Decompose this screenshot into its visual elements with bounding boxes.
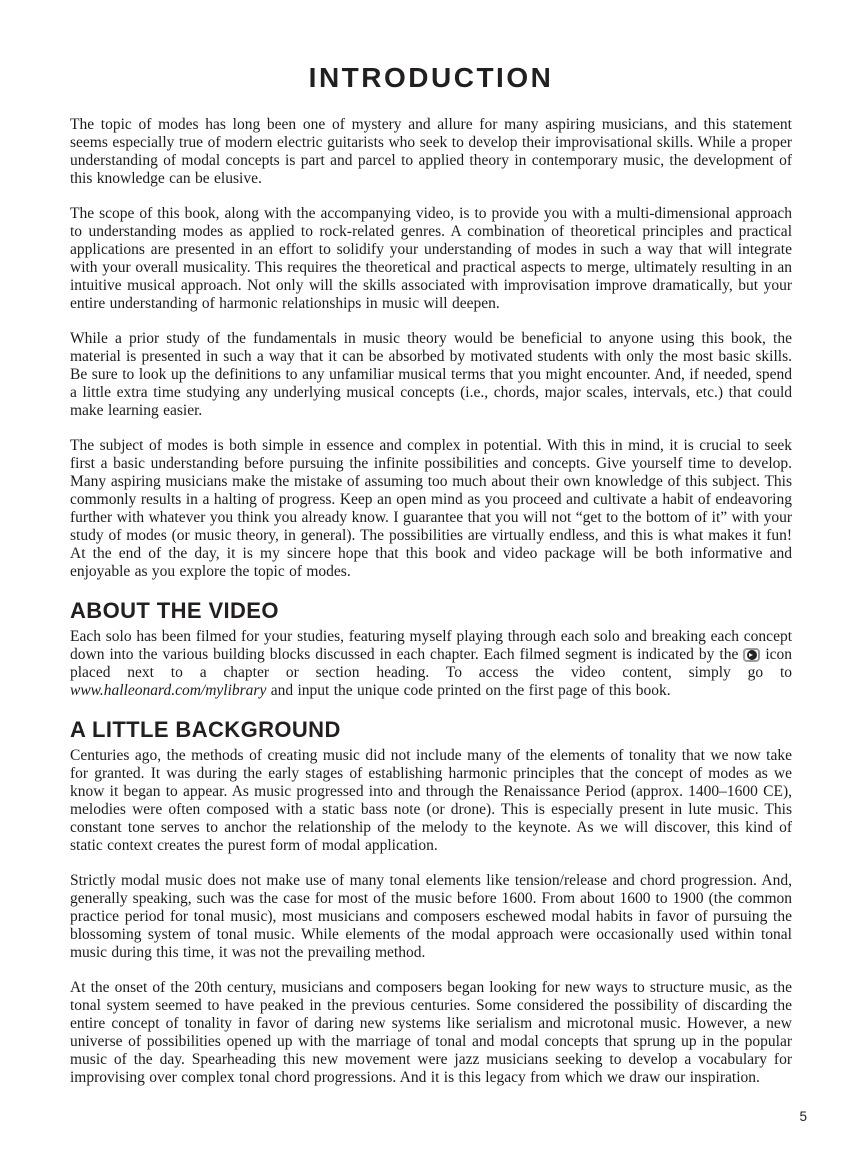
section-heading-about-the-video: ABOUT THE VIDEO	[70, 598, 279, 623]
intro-paragraph-2: The scope of this book, along with the accompanying video, is to provide you with a multi-dimensional approach to understanding modes as applied to rock-related genres. A combination of theoretical principles and practical applications are presented in an effort to solidify your understanding of modes in such a way that will integrate with your overall musicality. This requires the theoretical and practical aspects to merge, ultimately resulting in an intuitive musical approach. Not only will the skills associated with improvisation improve dramatically, but your entire understanding of harmonic relationships in music will deepen.	[70, 205, 792, 312]
background-paragraph-1: Centuries ago, the methods of creating music did not include many of the elements of tonality that we now take for granted. It was during the early stages of establishing harmonic principles that the concept of modes as we know it began to appear. As music progressed into and through the Renaissance Period (approx. 1400–1600 CE), melodies were often composed with a static bass note (or drone). This is especially present in lute music. This constant tone serves to anchor the relationship of the melody to the keynote. As we will discover, this kind of static context creates the purest form of modal application.	[70, 747, 792, 854]
about-video-text-end: and input the unique code printed on the first page of this book.	[266, 682, 671, 699]
page-number: 5	[799, 1109, 807, 1124]
intro-paragraph-1: The topic of modes has long been one of mystery and allure for many aspiring musicians, and this statement seems especially true of modern electric guitarists who seek to develop their improvisational skills. While a proper understanding of modal concepts is part and parcel to applied theory in contemporary music, the development of this knowledge can be elusive.	[70, 116, 792, 187]
intro-paragraph-3: While a prior study of the fundamentals in music theory would be beneficial to anyone using this book, the material is presented in such a way that it can be absorbed by motivated students with only the most basic skills. Be sure to look up the definitions to any unfamiliar musical terms that you might encounter. And, if needed, spend a little extra time studying any underlying musical concepts (i.e., chords, major scales, intervals, etc.) that could make learning easier.	[70, 330, 792, 419]
about-video-paragraph	[70, 628, 792, 700]
page-title: INTRODUCTION	[308, 62, 554, 93]
section-heading-a-little-background: A LITTLE BACKGROUND	[70, 717, 341, 742]
video-library-url: www.halleonard.com/mylibrary	[70, 682, 267, 699]
intro-paragraph-4: The subject of modes is both simple in essence and complex in potential. With this in mind, it is crucial to seek first a basic understanding before pursuing the infinite possibilities and concepts. Give yourself time to develop. Many aspiring musicians make the mistake of assuming too much about their own knowledge of this subject. This commonly results in a halting of progress. Keep an open mind as you proceed and cultivate a habit of endeavoring further with whatever you think you already know. I guarantee that you will not “get to the bottom of it” with your study of modes (or music theory, in general). The possibilities are virtually endless, and this is what makes it fun! At the end of the day, it is my sincere hope that this book and video package will be both informative and enjoyable as you explore the topic of modes.	[70, 437, 792, 580]
background-paragraph-3: At the onset of the 20th century, musicians and composers began looking for new ways to structure music, as the tonal system seemed to have peaked in the previous centuries. Some considered the possibility of discarding the entire concept of tonality in favor of daring new systems like serialism and microtonal music. However, a new universe of possibilities opened up with the marriage of tonal and modal concepts that sprung up in the popular music of the day. Spearheading this new movement were jazz musicians seeking to develop a vocabulary for improvising over complex tonal chord progressions. And it is this legacy from which we draw our inspiration.	[70, 979, 792, 1086]
about-video-text-start: Each solo has been filmed for your studies, featuring myself playing through each solo and breaking each concept down into the various building blocks discussed in each chapter. Each filmed segment is indicated by the	[70, 628, 792, 663]
video-play-icon-triangle	[749, 653, 753, 657]
video-play-icon	[743, 648, 760, 662]
background-paragraph-2: Strictly modal music does not make use of many tonal elements like tension/release and chord progression. And, generally speaking, such was the case for most of the music before 1600. From about 1600 to 1900 (the common practice period for tonal music), most musicians and composers eschewed modal habits in favor of pursuing the blossoming system of tonal music. While elements of the modal approach were occasionally used within tonal music during this time, it was not the prevailing method.	[70, 872, 792, 961]
about-video-text-middle: icon placed next to a chapter or section heading. To access the video content, simply go to	[70, 646, 793, 681]
